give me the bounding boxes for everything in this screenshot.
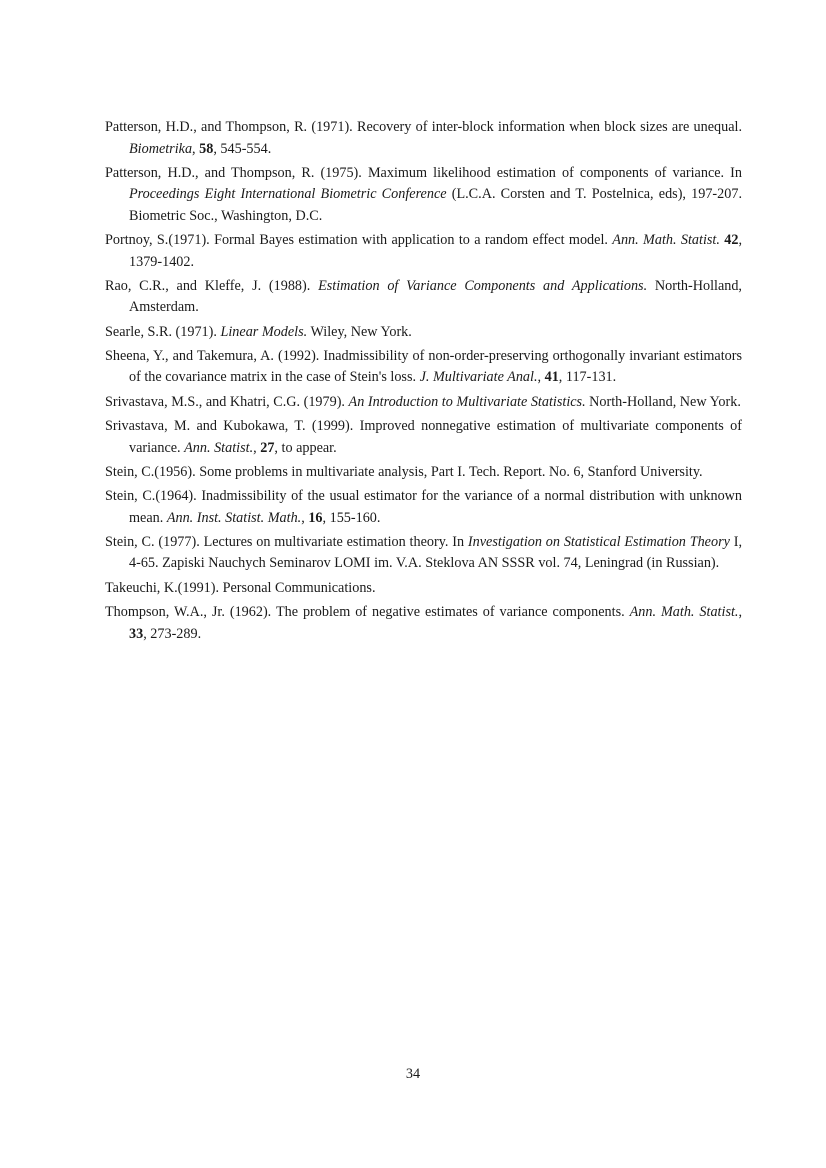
reference-title: Inadmissibility of the usual estimator for the variance of a normal distribution with unknown mean.: [129, 488, 742, 526]
reference-separator: North-Holland, New York.: [585, 393, 741, 410]
reference-entry: [105, 117, 742, 160]
reference-entry: [105, 163, 742, 228]
reference-entry: [105, 346, 742, 389]
reference-volume: 41: [544, 369, 559, 386]
reference-title: Some problems in multivariate analysis, Part I. Tech. Report. No. 6, Stanford University.: [199, 463, 703, 480]
reference-authors: Stein, C.(1964).: [105, 488, 202, 505]
reference-venue: Investigation on Statistical Estimation Theory: [467, 533, 730, 550]
reference-separator: North-Holland, Amsterdam.: [129, 277, 742, 316]
reference-entry: [105, 322, 742, 344]
reference-entry: [105, 392, 742, 414]
reference-title: Lectures on multivariate estimation theory. In: [203, 533, 468, 550]
reference-separator: Wiley, New York.: [307, 323, 412, 340]
reference-venue: J. Multivariate Anal.: [419, 369, 538, 386]
reference-separator: ,: [738, 604, 742, 621]
reference-venue: Ann. Math. Statist.: [612, 232, 720, 249]
reference-pages: , 1379-1402.: [129, 232, 743, 270]
reference-separator: (L.C.A. Corsten and T. Postelnica, eds), 197-207. Biometric Soc., Washington, D.C.: [129, 186, 742, 224]
reference-authors: Stein, C. (1977).: [105, 533, 204, 550]
reference-authors: Thompson, W.A., Jr. (1962).: [105, 604, 276, 621]
reference-separator: ,: [253, 439, 261, 456]
reference-volume: 42: [724, 232, 739, 249]
reference-pages: , to appear.: [274, 439, 337, 456]
page-number: 34: [405, 1066, 421, 1082]
reference-entry: [105, 578, 742, 600]
reference-venue: Linear Models.: [220, 323, 308, 340]
reference-venue: Ann. Statist.: [184, 439, 254, 456]
reference-title: Formal Bayes estimation with application to a random effect model.: [214, 232, 613, 249]
reference-title: Improved nonnegative estimation of multivariate components of variance.: [129, 418, 742, 456]
reference-venue: Estimation of Variance Components and Applications.: [318, 277, 648, 294]
reference-title: Maximum likelihood estimation of components of variance. In: [367, 164, 742, 181]
reference-authors: Patterson, H.D., and Thompson, R. (1975).: [105, 164, 368, 181]
reference-entry: [105, 276, 742, 319]
reference-entry: [105, 462, 742, 484]
reference-authors: Searle, S.R. (1971).: [105, 323, 221, 340]
reference-entry: [105, 602, 742, 645]
reference-title: The problem of negative estimates of variance components.: [275, 604, 630, 621]
reference-entry: [105, 230, 742, 273]
reference-pages: , 155-160.: [322, 509, 381, 526]
reference-authors: Srivastava, M.S., and Khatri, C.G. (1979).: [105, 393, 349, 410]
reference-title: Recovery of inter-block information when block sizes are unequal.: [357, 119, 742, 135]
reference-authors: Patterson, H.D., and Thompson, R. (1971).: [105, 119, 358, 135]
reference-authors: Takeuchi, K.(1991).: [105, 579, 223, 596]
reference-venue: Ann. Inst. Statist. Math.: [166, 509, 302, 526]
reference-venue: Proceedings Eight International Biometric Conference: [129, 186, 447, 203]
reference-volume: 33: [129, 625, 144, 642]
reference-pages: , 273-289.: [143, 625, 202, 642]
reference-volume: 27: [260, 439, 275, 456]
reference-entry: [105, 416, 742, 459]
reference-volume: 58: [199, 140, 214, 157]
reference-venue: Ann. Math. Statist.: [629, 604, 739, 621]
reference-authors: Rao, C.R., and Kleffe, J. (1988).: [105, 277, 319, 294]
reference-title: Personal Communications.: [222, 579, 376, 596]
reference-separator: ,: [537, 369, 545, 386]
reference-authors: Srivastava, M. and Kubokawa, T. (1999).: [105, 418, 360, 435]
reference-pages: , 545-554.: [213, 140, 272, 157]
reference-venue: An Introduction to Multivariate Statistics.: [348, 393, 586, 410]
reference-separator: ,: [192, 140, 200, 157]
reference-venue: Biometrika: [129, 140, 193, 157]
reference-entry: [105, 532, 742, 575]
reference-authors: Sheena, Y., and Takemura, A. (1992).: [105, 347, 324, 364]
reference-separator: ,: [301, 509, 309, 526]
reference-pages: , 117-131.: [558, 369, 617, 386]
reference-title: Inadmissibility of non-order-preserving orthogonally invariant estimators of the covariance matrix in the case of Stein's loss.: [129, 347, 742, 386]
reference-volume: 16: [308, 509, 323, 526]
reference-separator: I, 4-65. Zapiski Nauchych Seminarov LOMI im. V.A. Steklova AN SSSR vol. 74, Leningrad (in Russian).: [129, 533, 743, 572]
reference-authors: Stein, C.(1956).: [105, 463, 200, 480]
reference-authors: Portnoy, S.(1971).: [105, 232, 215, 249]
reference-entry: [105, 486, 742, 529]
reference-list: [105, 117, 742, 648]
